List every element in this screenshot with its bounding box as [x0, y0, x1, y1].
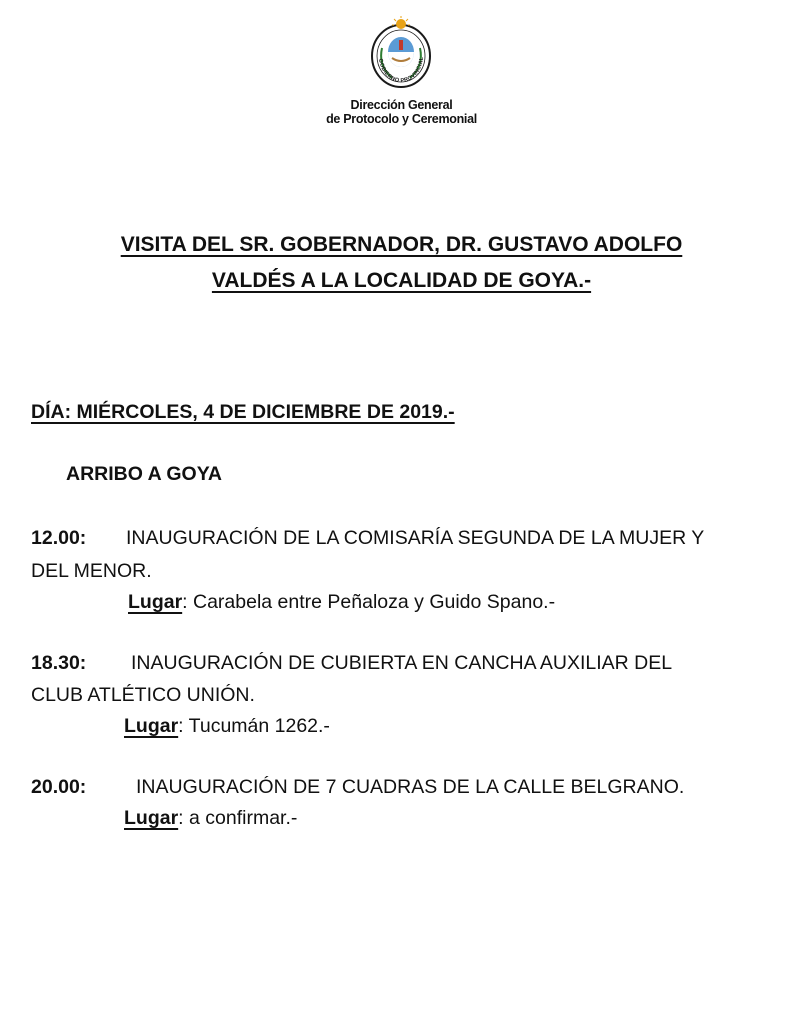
- event-3-place: [124, 806, 297, 830]
- organization-name: [300, 98, 503, 126]
- event-3-time: 20.00:: [31, 776, 87, 798]
- arrival-heading: ARRIBO A GOYA: [66, 463, 223, 485]
- event-2-description-cont: CLUB ATLÉTICO UNIÓN.: [31, 684, 255, 706]
- seal-text: GOBIERNO PROVINCIAL: [377, 56, 426, 85]
- event-3-description: INAUGURACIÓN DE 7 CUADRAS DE LA CALLE BELGRANO.: [136, 776, 685, 798]
- place-label: Lugar: [124, 807, 179, 829]
- org-line-1: Dirección General: [350, 98, 453, 112]
- place-value: : a confirmar.-: [178, 807, 298, 829]
- event-2-description: INAUGURACIÓN DE CUBIERTA EN CANCHA AUXILIAR DEL: [131, 652, 673, 674]
- event-2-place: [124, 714, 330, 738]
- provincial-government-seal-icon: [368, 16, 434, 88]
- event-1-description-cont: DEL MENOR.: [31, 560, 152, 582]
- event-1-place: [128, 590, 555, 614]
- document-title-line-2: VALDÉS A LA LOCALIDAD DE GOYA.-: [211, 269, 592, 292]
- event-day: DÍA: MIÉRCOLES, 4 DE DICIEMBRE DE 2019.-: [31, 401, 455, 423]
- org-line-2: de Protocolo y Ceremonial: [326, 112, 477, 126]
- event-1-time: 12.00:: [31, 527, 87, 549]
- place-value: : Carabela entre Peñaloza y Guido Spano.-: [182, 591, 556, 613]
- place-value: : Tucumán 1262.-: [178, 715, 330, 737]
- place-label: Lugar: [128, 591, 183, 613]
- event-2-time: 18.30:: [31, 652, 87, 674]
- event-1-description: INAUGURACIÓN DE LA COMISARÍA SEGUNDA DE LA MUJER Y: [126, 527, 705, 549]
- place-label: Lugar: [124, 715, 179, 737]
- document-title-line-1: VISITA DEL SR. GOBERNADOR, DR. GUSTAVO ADOLFO: [120, 233, 683, 256]
